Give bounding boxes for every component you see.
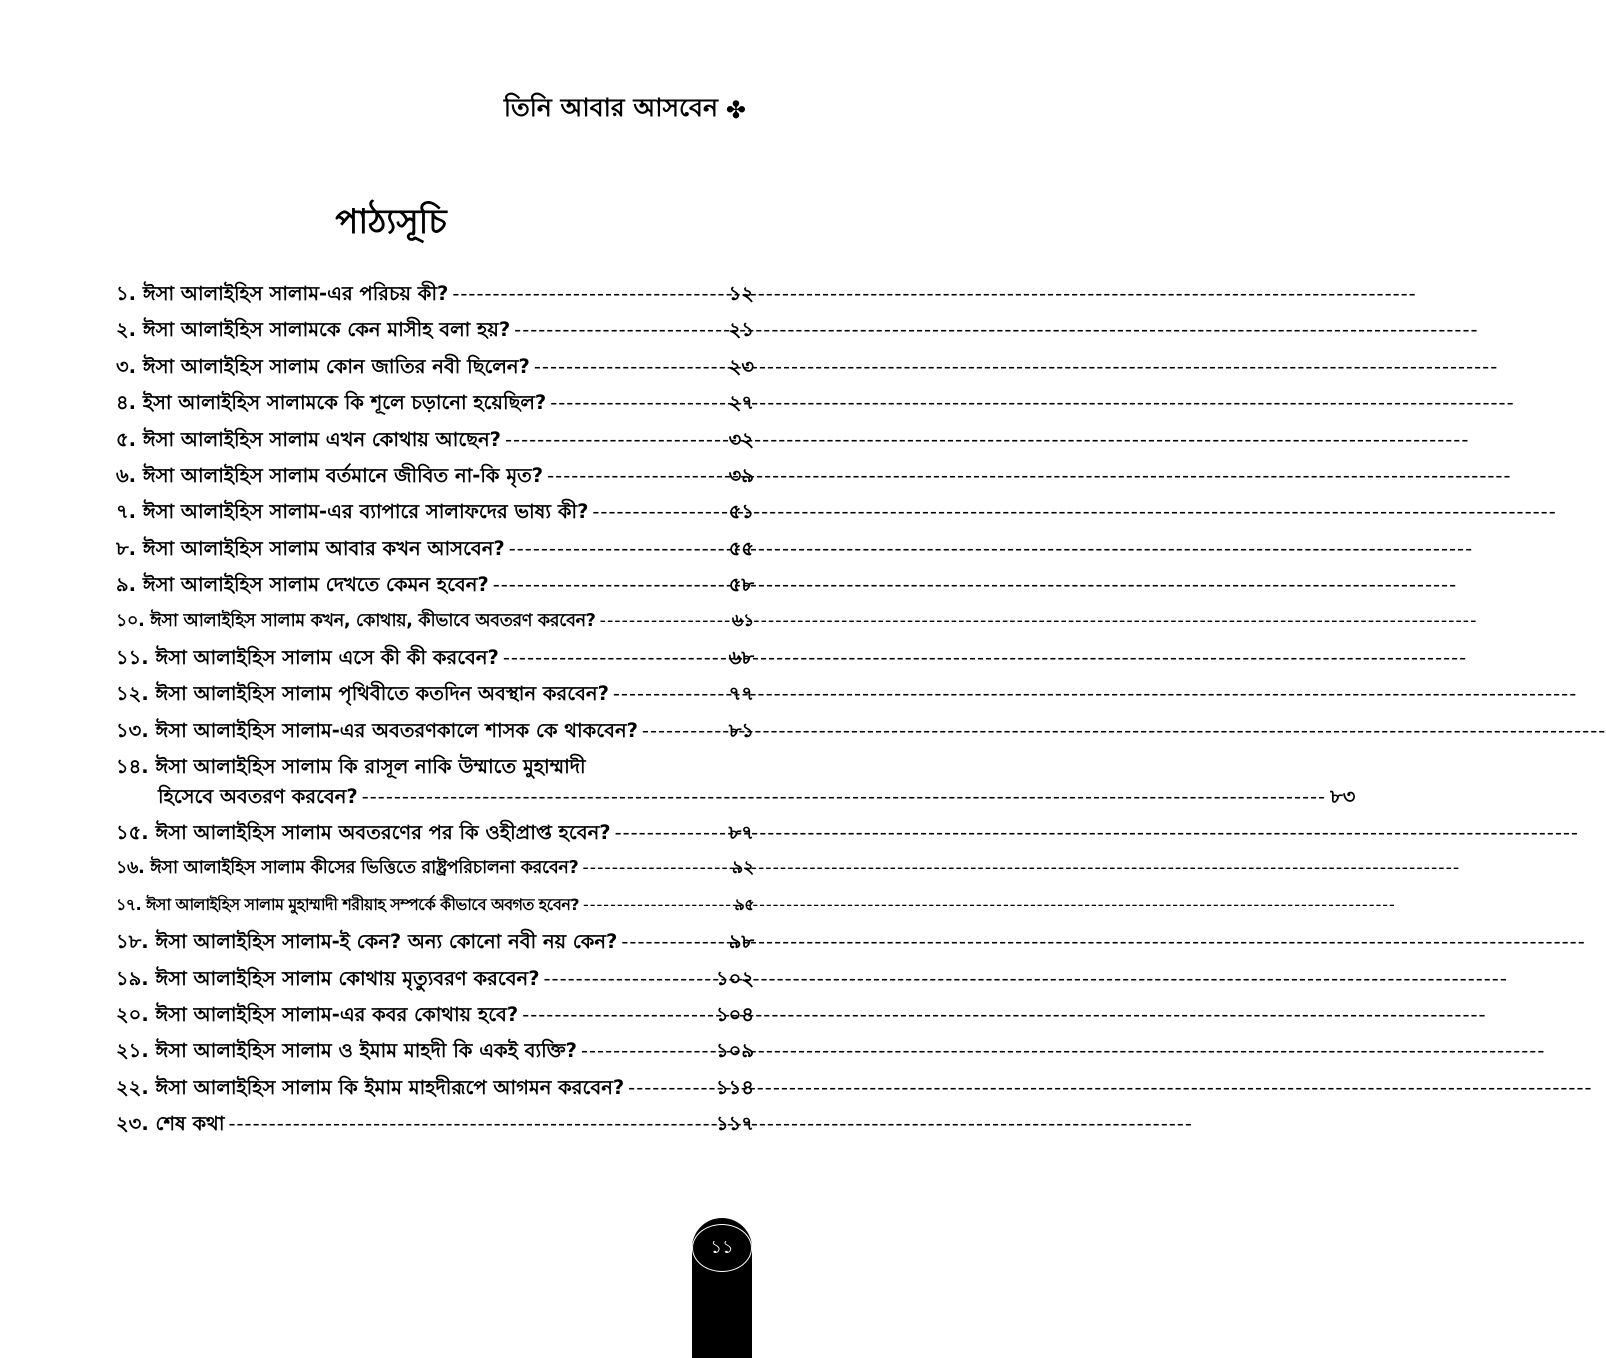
toc-page-number: ১১৪ <box>716 1075 754 1099</box>
toc-entry-text: ৪. ইসা আলাইহিস সালামকে কি শূলে চড়ানো হয়েছিল? <box>116 391 547 415</box>
toc-entry-5[interactable] <box>116 426 754 462</box>
toc-entry-text-line1: ১৪. ঈসা আলাইহিস সালাম কি রাসূল নাকি উম্মাতে মুহাম্মাদী <box>116 755 586 779</box>
toc-entry-text: ২২. ঈসা আলাইহিস সালাম কি ইমাম মাহদীরূপে আগমন করবেন? <box>116 1075 625 1099</box>
dot-leader <box>505 428 725 451</box>
toc-entry-text: ৫. ঈসা আলাইহিস সালাম এখন কোথায় আছেন? <box>116 427 501 451</box>
toc-entry-text: ২১. ঈসা আলাইহিস সালাম ও ইমাম মাহদী কি একই ব্যক্তি? <box>116 1039 577 1063</box>
toc-page-number: ৯৫ <box>734 894 754 914</box>
dot-leader <box>522 1003 712 1026</box>
toc-entry-text: ১২. ঈসা আলাইহিস সালাম পৃথিবীতে কতদিন অবস্থান করবেন? <box>116 682 609 706</box>
toc-page-number: ১০৯ <box>716 1039 754 1063</box>
toc-page-number: ১১৭ <box>716 1112 754 1136</box>
dot-leader <box>534 355 725 378</box>
dot-leader <box>582 858 727 878</box>
toc-entry-3[interactable] <box>116 353 754 389</box>
toc-entry-text: ৩. ঈসা আলাইহিস সালাম কোন জাতির নবী ছিলেন? <box>116 354 530 378</box>
toc-entry-19[interactable] <box>116 965 754 1001</box>
toc-entry-text: ২০. ঈসা আলাইহিস সালাম-এর কবর কোথায় হবে? <box>116 1003 519 1027</box>
toc-entry-text: ১৬. ঈসা আলাইহিস সালাম কীসের ভিত্তিতে রাষ্ট্রপরিচালনা করবেন? <box>116 858 579 879</box>
toc-entry-16[interactable] <box>116 855 754 891</box>
toc-entry-7[interactable] <box>116 498 754 534</box>
toc-entry-6[interactable] <box>116 462 754 498</box>
toc-page-number: ৯৮ <box>728 930 754 954</box>
running-header <box>504 88 746 131</box>
clover-icon: ✤ <box>725 95 746 124</box>
toc-entry-17[interactable] <box>116 892 754 928</box>
dot-leader <box>642 719 725 742</box>
dot-leader <box>581 1039 712 1062</box>
toc-entry-text: ৬. ঈসা আলাইহিস সালাম বর্তমানে জীবিত না-কি মৃত? <box>116 463 544 487</box>
toc-entry-text: ১০. ঈসা আলাইহিস সালাম কখন, কোথায়, কীভাবে অবতরণ করবেন? <box>116 610 596 631</box>
toc-entry-12[interactable] <box>116 680 754 716</box>
dot-leader <box>592 500 724 523</box>
toc-entry-text: ১৫. ঈসা আলাইহিস সালাম অবতরণের পর কি ওহীপ্রাপ্ত হবেন? <box>116 821 611 845</box>
dot-leader <box>509 537 725 560</box>
toc-entry-text: ১৯. ঈসা আলাইহিস সালাম কোথায় মৃত্যুবরণ করবেন? <box>116 966 540 990</box>
toc-entry-22[interactable] <box>116 1074 754 1110</box>
toc-entry-text: ১৭. ঈসা আলাইহিস সালাম মুহাম্মাদী শরীয়াহ সম্পর্কে কীভাবে অবগত হবেন? <box>116 894 579 914</box>
toc-entry-text: ২. ঈসা আলাইহিস সালামকে কেন মাসীহ বলা হয়? <box>116 318 511 342</box>
dot-leader <box>503 646 725 669</box>
toc-page-number: ১০২ <box>715 966 754 990</box>
dot-leader <box>628 1076 712 1099</box>
running-header-title: তিনি আবার আসবেন <box>503 93 718 122</box>
toc-page-number: ৭৭ <box>728 682 754 706</box>
toc-page-number: ৫১ <box>728 500 754 524</box>
dot-leader <box>613 682 725 705</box>
toc-entry-21[interactable] <box>116 1037 754 1073</box>
toc-page-number: ৩২ <box>728 427 754 451</box>
toc-page-number: ৫৫ <box>728 536 754 560</box>
toc-page-number: ৮৭ <box>728 821 754 845</box>
toc-page-number: ৮১ <box>728 718 754 742</box>
toc-entry-text: ৭. ঈসা আলাইহিস সালাম-এর ব্যাপারে সালাফদের ভাষ্য কী? <box>116 500 589 524</box>
dot-leader <box>452 282 724 305</box>
dot-leader <box>621 930 724 953</box>
dot-leader <box>514 318 725 341</box>
dot-leader <box>615 821 725 844</box>
page-number-badge: ১১ <box>692 1224 752 1272</box>
toc-page-number: ১২ <box>728 282 754 305</box>
dot-leader <box>547 464 725 487</box>
toc-page-number: ৬৮ <box>728 645 754 669</box>
toc-entry-text-line2: হিসেবে অবতরণ করবেন? <box>158 785 358 809</box>
toc-page-number: ৬১ <box>731 610 754 631</box>
toc-entry-9[interactable] <box>116 571 754 607</box>
toc-entry-20[interactable] <box>116 1001 754 1037</box>
toc-entry-15[interactable] <box>116 819 754 855</box>
toc-page-number: ১০৪ <box>716 1003 754 1027</box>
toc-entry-2[interactable] <box>116 316 754 352</box>
toc-entry-text: ১৮. ঈসা আলাইহিস সালাম-ই কেন? অন্য কোনো নবী নয় কেন? <box>116 930 618 954</box>
dot-leader <box>544 967 712 990</box>
dot-leader <box>550 391 724 414</box>
toc-entry-10[interactable] <box>116 608 754 644</box>
toc-entry-4[interactable] <box>116 389 754 425</box>
toc-entry-8[interactable] <box>116 535 754 571</box>
toc-page-number: ২৩ <box>728 354 754 378</box>
table-of-contents <box>116 280 1356 1147</box>
toc-entry-text: ১. ঈসা আলাইহিস সালাম-এর পরিচয় কী? <box>116 282 449 305</box>
toc-page-number: ৩৯ <box>728 463 754 487</box>
toc-entry-23[interactable] <box>116 1110 754 1146</box>
dot-leader <box>600 611 728 631</box>
toc-entry-text: ১১. ঈসা আলাইহিস সালাম এসে কী কী করবেন? <box>116 645 499 669</box>
dot-leader <box>583 895 730 914</box>
toc-entry-text: ১৩. ঈসা আলাইহিস সালাম-এর অবতরণকালে শাসক কে থাকবেন? <box>116 718 638 742</box>
toc-entry-14[interactable] <box>116 753 1356 819</box>
toc-page-number: ২১ <box>728 318 754 342</box>
dot-leader <box>362 785 1326 808</box>
page-title: পাঠ্যসূচি <box>335 202 447 242</box>
toc-page-number: ৫৮ <box>728 573 754 597</box>
toc-entry-18[interactable] <box>116 928 754 964</box>
toc-page-number: ৮৩ <box>1330 785 1356 809</box>
toc-page-number: ৯২ <box>731 858 754 879</box>
toc-entry-text: ৮. ঈসা আলাইহিস সালাম আবার কখন আসবেন? <box>116 536 505 560</box>
toc-entry-1[interactable] <box>116 280 754 316</box>
dot-leader <box>228 1112 712 1135</box>
toc-entry-text: ৯. ঈসা আলাইহিস সালাম দেখতে কেমন হবেন? <box>116 573 489 597</box>
toc-page-number: ২৭ <box>728 391 754 415</box>
dot-leader <box>493 573 725 596</box>
toc-entry-13[interactable] <box>116 717 754 753</box>
toc-entry-11[interactable] <box>116 644 754 680</box>
toc-entry-text: ২৩. শেষ কথা <box>116 1112 225 1136</box>
